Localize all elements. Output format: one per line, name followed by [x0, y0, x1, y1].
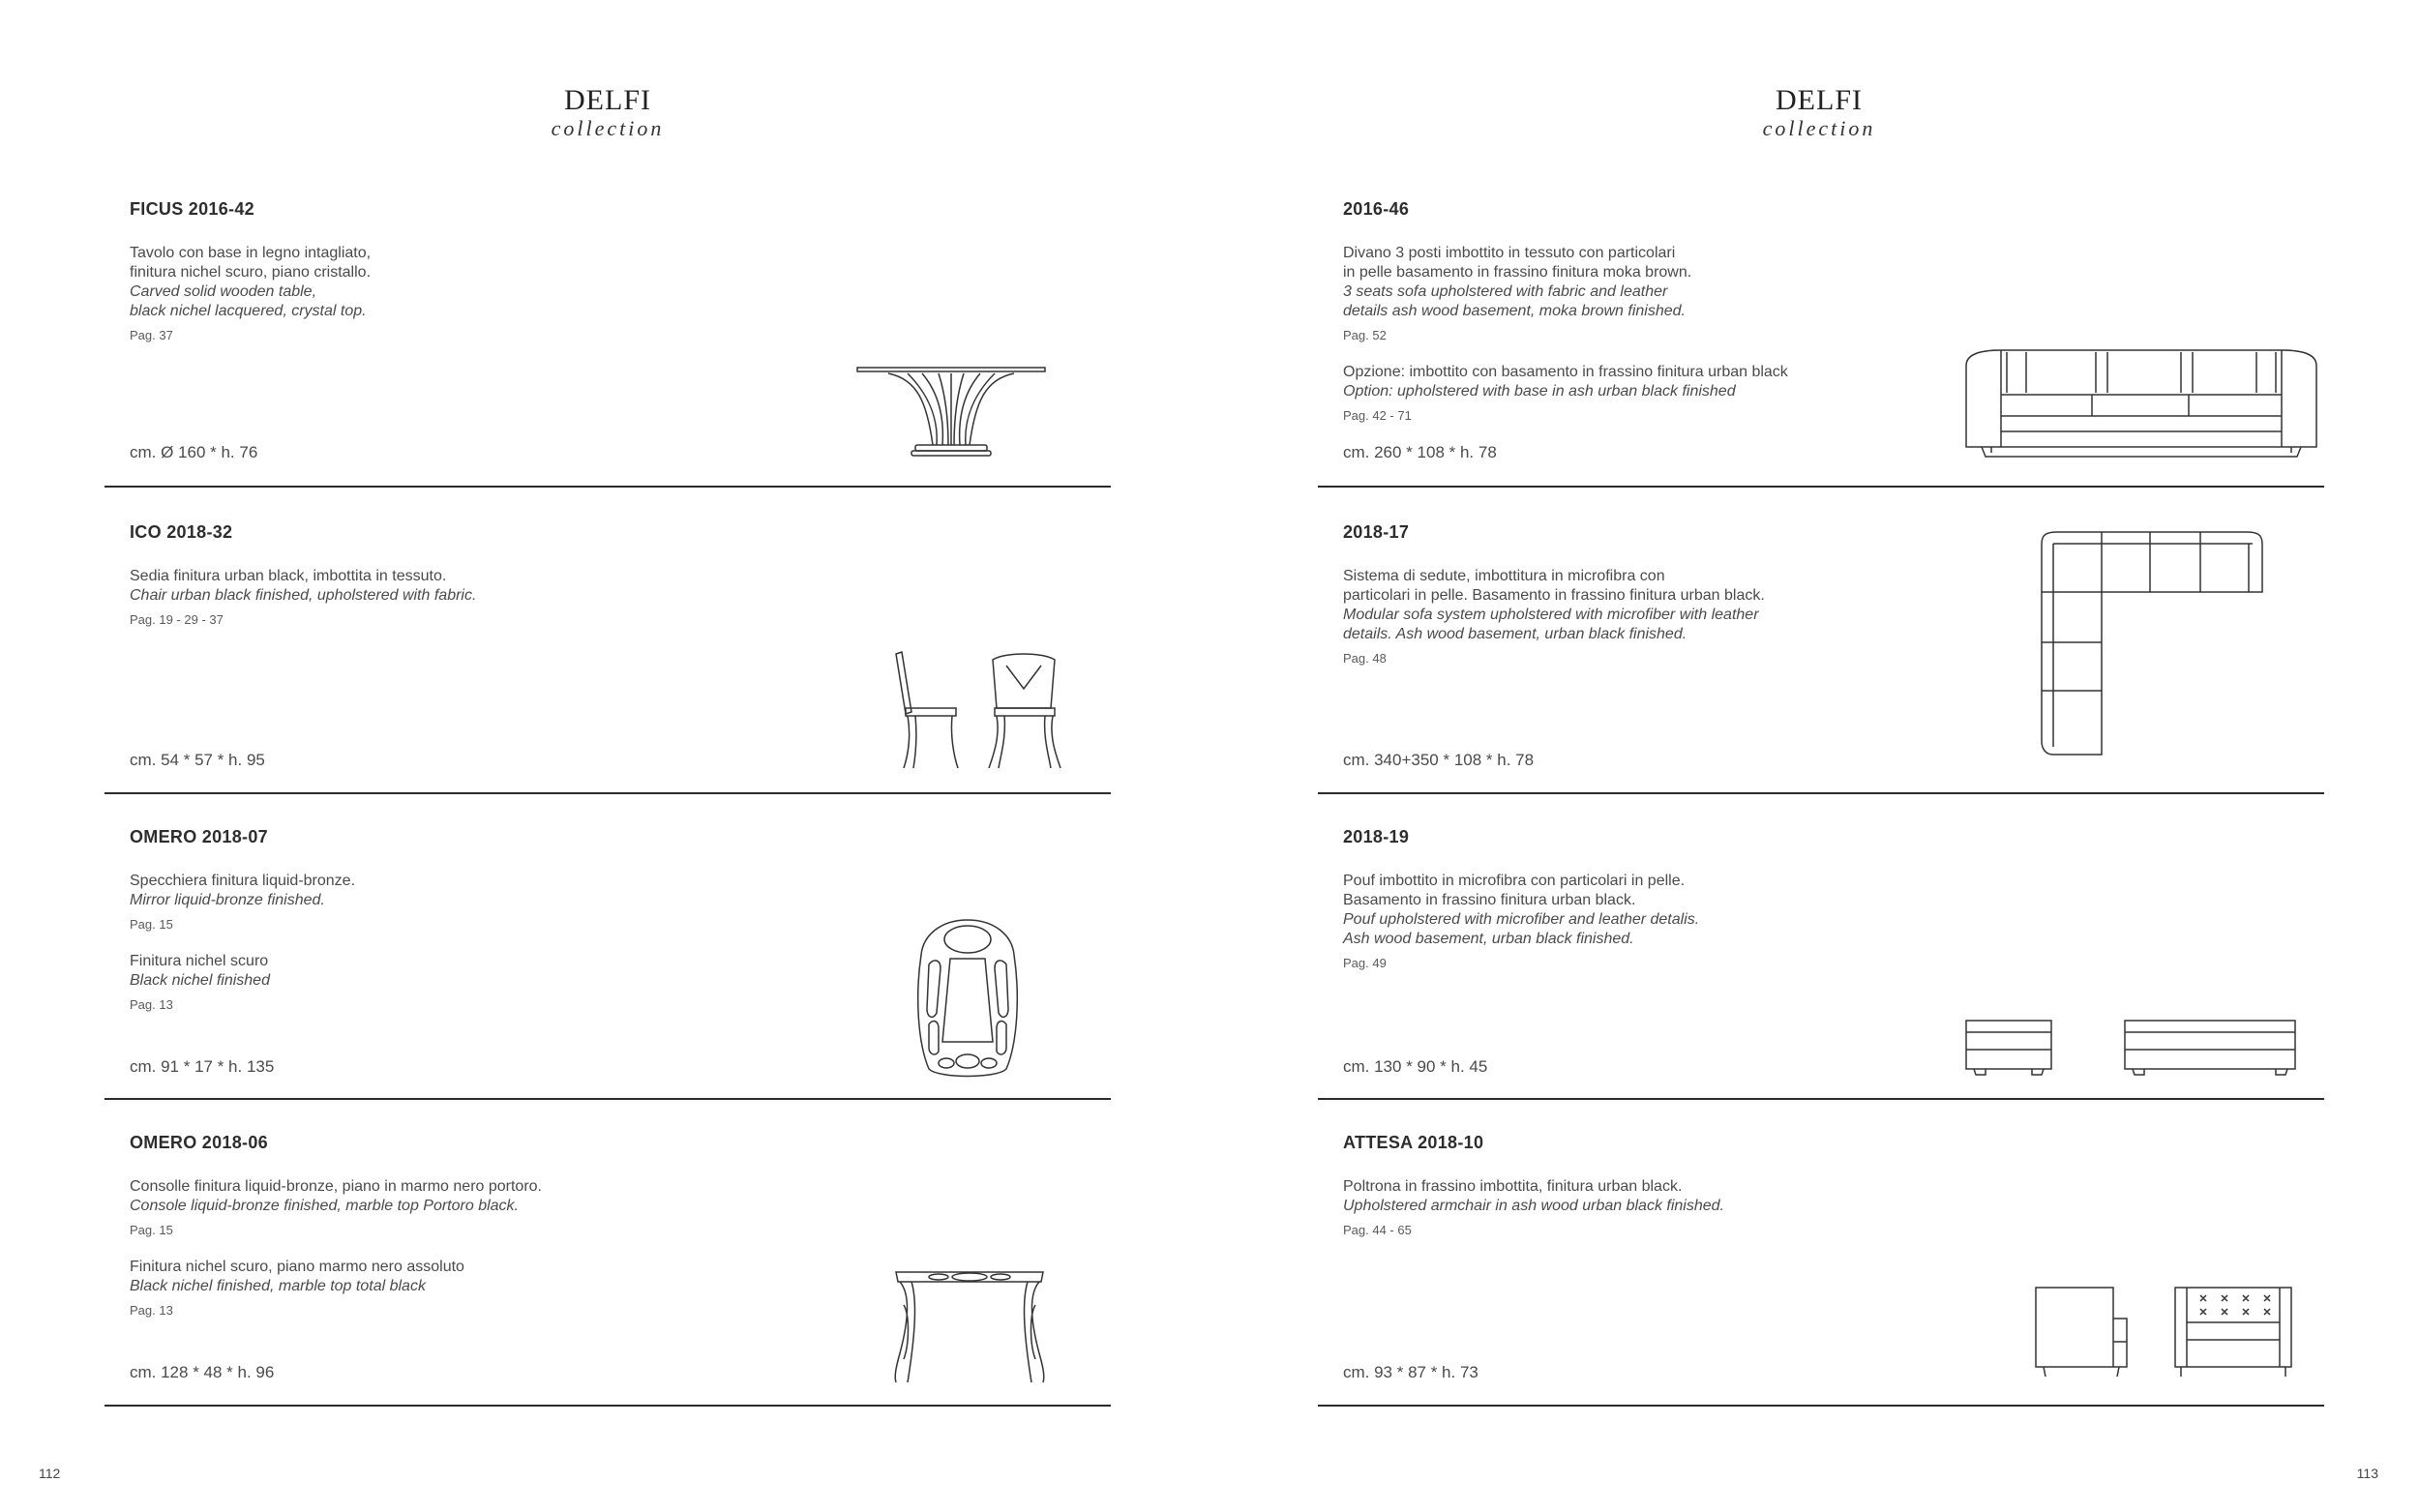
page-reference: Pag. 48 — [1343, 651, 1387, 666]
desc-en-line: details. Ash wood basement, urban black finished. — [1343, 626, 1687, 642]
desc-it-line: Sistema di sedute, imbottitura in microfibra con — [1343, 568, 1665, 584]
product-description — [130, 244, 371, 345]
product-description — [130, 567, 476, 630]
collection-header — [1316, 85, 2322, 141]
desc-en-line: 3 seats sofa upholstered with fabric and leather — [1343, 283, 1668, 300]
product-entry — [1318, 488, 2324, 794]
desc-it-line: in pelle basamento in frassino finitura moka brown. — [1343, 264, 1692, 281]
option-it-line: Opzione: imbottito con basamento in frassino finitura urban black — [1343, 364, 1788, 380]
dimensions: cm. 260 * 108 * h. 78 — [1343, 443, 1497, 461]
collection-header — [105, 85, 1111, 141]
finish-option — [1343, 363, 1788, 426]
dimensions: cm. 93 * 87 * h. 73 — [1343, 1363, 1478, 1381]
desc-en-line: Upholstered armchair in ash wood urban black finished. — [1343, 1198, 1724, 1214]
desc-it-line: Basamento in frassino finitura urban black. — [1343, 892, 1636, 908]
brand-title: DELFI — [1776, 84, 1863, 116]
desc-en-line: Mirror liquid-bronze finished. — [130, 892, 325, 908]
sofa-illustration — [1962, 346, 2320, 462]
product-description — [1343, 872, 1699, 973]
page-number: 112 — [39, 1466, 61, 1481]
desc-en-line: black nichel lacquered, crystal top. — [130, 303, 367, 319]
option-en-line: Black nichel finished — [130, 972, 270, 989]
option-it-line: Finitura nichel scuro, piano marmo nero assoluto — [130, 1259, 464, 1275]
dimensions: cm. 128 * 48 * h. 96 — [130, 1363, 275, 1381]
section-divider — [105, 1405, 1111, 1407]
mirror-illustration — [910, 916, 1026, 1081]
page-reference: Pag. 15 — [130, 917, 173, 932]
collection-subtitle: collection — [551, 116, 665, 140]
option-en-line: Option: upholstered with base in ash urban black finished — [1343, 383, 1736, 400]
finish-option — [130, 952, 355, 1015]
dimensions: cm. 340+350 * 108 * h. 78 — [1343, 751, 1535, 769]
dimensions: cm. 91 * 17 * h. 135 — [130, 1057, 275, 1076]
desc-it-line: Poltrona in frassino imbottita, finitura urban black. — [1343, 1178, 1683, 1195]
page-reference: Pag. 13 — [130, 997, 173, 1012]
product-title: 2018-17 — [1343, 522, 1410, 542]
page-reference: Pag. 49 — [1343, 956, 1387, 970]
product-entry — [105, 794, 1111, 1100]
page-reference: Pag. 15 — [130, 1223, 173, 1237]
page-number: 113 — [2356, 1466, 2378, 1481]
finish-option — [130, 1258, 542, 1320]
round-table-illustration — [850, 364, 1053, 460]
product-entry — [1318, 184, 2324, 488]
product-entry — [1318, 1100, 2324, 1407]
page-reference: Pag. 44 - 65 — [1343, 1223, 1412, 1237]
page-reference: Pag. 19 - 29 - 37 — [130, 612, 224, 627]
product-title: FICUS 2016-42 — [130, 199, 254, 219]
dimensions: cm. 54 * 57 * h. 95 — [130, 751, 265, 769]
desc-en-line: Chair urban black finished, upholstered with fabric. — [130, 587, 477, 604]
console-illustration — [888, 1266, 1053, 1386]
page-reference: Pag. 37 — [130, 328, 173, 342]
page-reference: Pag. 13 — [130, 1303, 173, 1318]
desc-it-line: Divano 3 posti imbottito in tessuto con particolari — [1343, 245, 1676, 261]
chair-illustration — [879, 650, 1072, 770]
armchair-illustration — [2030, 1284, 2301, 1380]
section-divider — [1318, 1405, 2324, 1407]
product-title: 2018-19 — [1343, 827, 1410, 846]
desc-it-line: Sedia finitura urban black, imbottita in tessuto. — [130, 568, 447, 584]
page-reference: Pag. 52 — [1343, 328, 1387, 342]
product-entry — [105, 1100, 1111, 1407]
product-title: 2016-46 — [1343, 199, 1410, 219]
desc-it-line: Consolle finitura liquid-bronze, piano in marmo nero portoro. — [130, 1178, 542, 1195]
desc-it-line: Pouf imbottito in microfibra con particolari in pelle. — [1343, 873, 1686, 889]
option-it-line: Finitura nichel scuro — [130, 953, 269, 969]
desc-en-line: Modular sofa system upholstered with microfiber with leather — [1343, 607, 1759, 623]
dimensions: cm. Ø 160 * h. 76 — [130, 443, 258, 461]
page-reference: Pag. 42 - 71 — [1343, 408, 1412, 423]
product-title: OMERO 2018-06 — [130, 1133, 268, 1152]
desc-en-line: Console liquid-bronze finished, marble top Portoro black. — [130, 1198, 519, 1214]
desc-it-line: Specchiera finitura liquid-bronze. — [130, 873, 356, 889]
brand-title: DELFI — [564, 84, 651, 116]
desc-it-line: particolari in pelle. Basamento in frassino finitura urban black. — [1343, 587, 1765, 604]
modular-sofa-illustration — [2034, 528, 2266, 760]
dimensions: cm. 130 * 90 * h. 45 — [1343, 1057, 1488, 1076]
collection-subtitle: collection — [1762, 116, 1876, 140]
desc-en-line: Carved solid wooden table, — [130, 283, 317, 300]
option-en-line: Black nichel finished, marble top total black — [130, 1278, 426, 1294]
product-title: ICO 2018-32 — [130, 522, 233, 542]
product-entry — [105, 184, 1111, 488]
desc-en-line: Pouf upholstered with microfiber and leather detalis. — [1343, 911, 1700, 928]
product-title: ATTESA 2018-10 — [1343, 1133, 1484, 1152]
pouf-illustration — [1960, 1015, 2309, 1077]
desc-it-line: finitura nichel scuro, piano cristallo. — [130, 264, 372, 281]
product-title: OMERO 2018-07 — [130, 827, 268, 846]
desc-en-line: details ash wood basement, moka brown finished. — [1343, 303, 1686, 319]
right-page — [1210, 0, 2419, 1512]
desc-en-line: Ash wood basement, urban black finished. — [1343, 931, 1634, 947]
desc-it-line: Tavolo con base in legno intagliato, — [130, 245, 372, 261]
product-description — [1343, 244, 1788, 426]
product-entry — [105, 488, 1111, 794]
product-description — [1343, 567, 1765, 668]
product-description — [1343, 1177, 1724, 1240]
product-description — [130, 1177, 542, 1320]
product-entry — [1318, 794, 2324, 1100]
product-description — [130, 872, 355, 1015]
